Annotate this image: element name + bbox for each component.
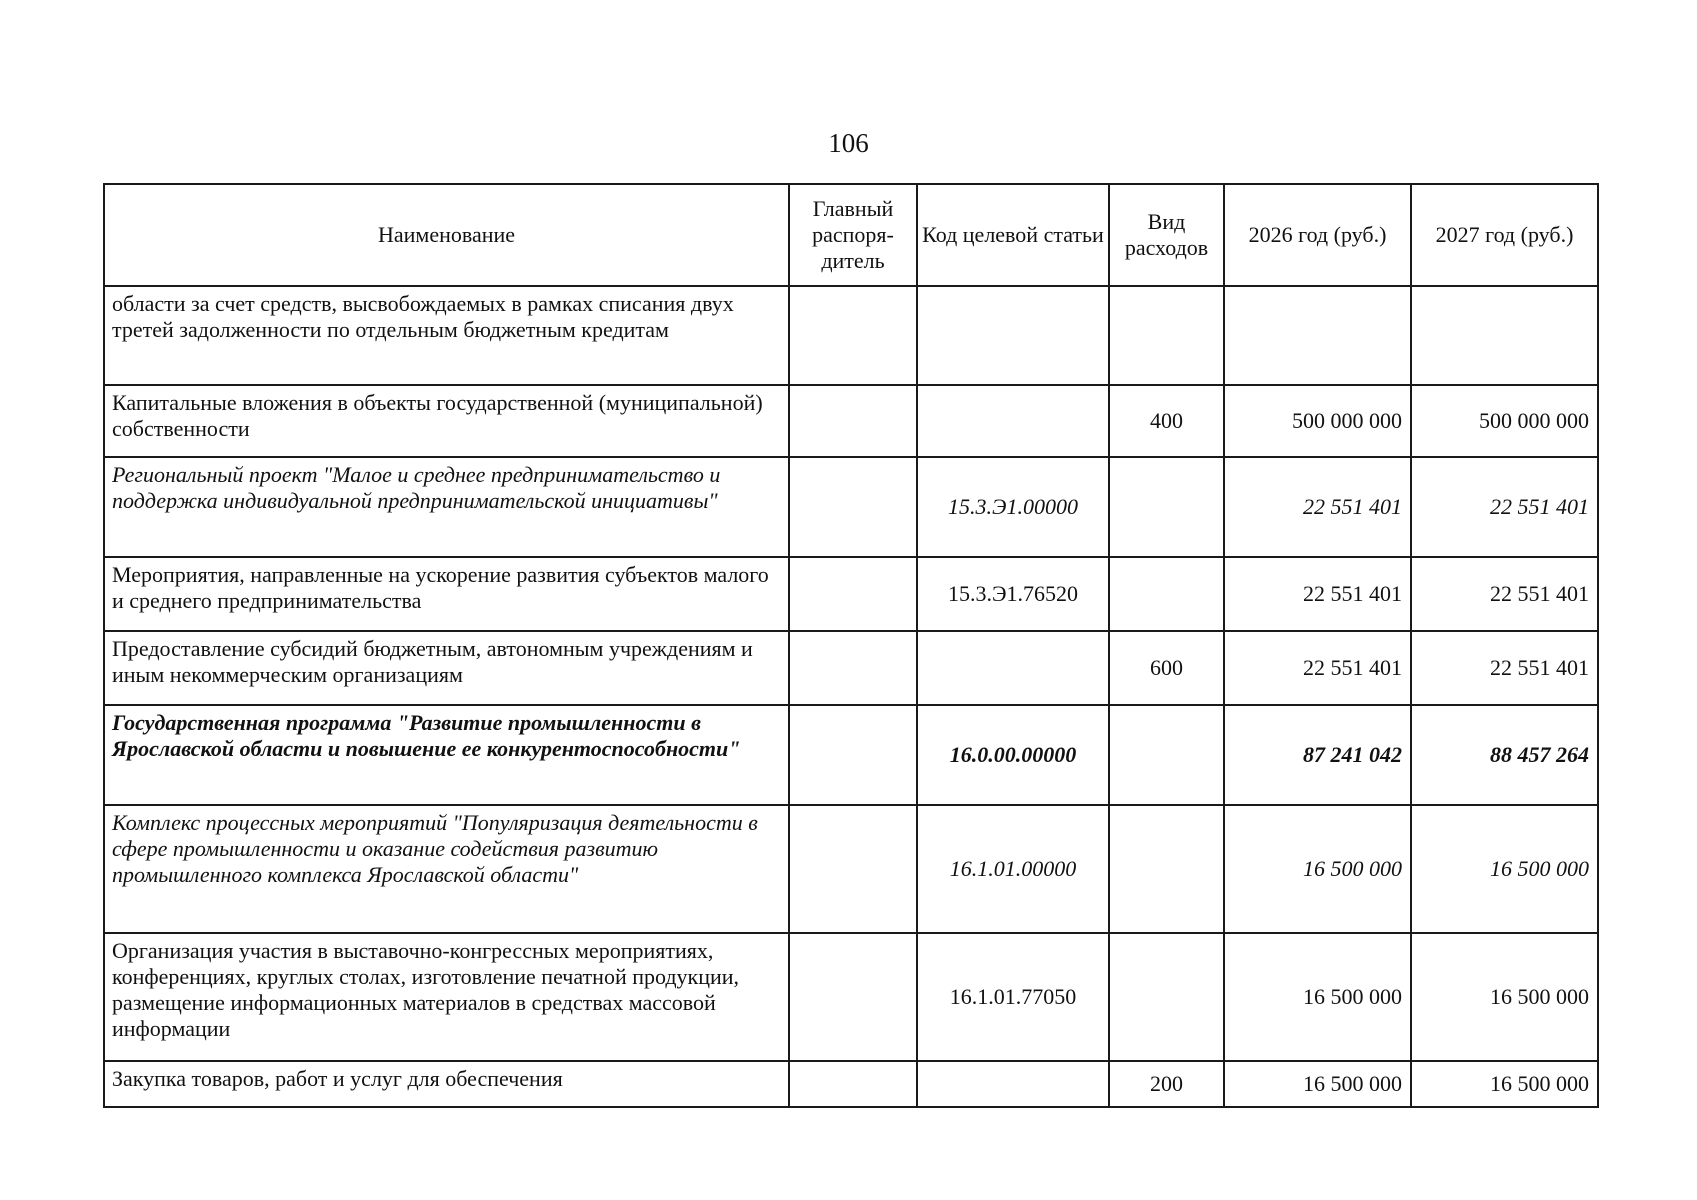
row-2026: 87 241 042 xyxy=(1224,705,1411,805)
row-2026 xyxy=(1224,286,1411,385)
row-code xyxy=(917,286,1109,385)
table-row xyxy=(104,1061,1598,1107)
row-code: 16.1.01.00000 xyxy=(917,805,1109,933)
row-kind xyxy=(1109,933,1224,1061)
table-row xyxy=(104,805,1598,933)
row-code xyxy=(917,1061,1109,1107)
table-header-row xyxy=(104,184,1598,286)
row-code: 15.3.Э1.76520 xyxy=(917,557,1109,631)
table-row xyxy=(104,457,1598,557)
table-row xyxy=(104,286,1598,385)
row-manager xyxy=(789,1061,917,1107)
row-kind: 400 xyxy=(1109,385,1224,457)
row-2027: 88 457 264 xyxy=(1411,705,1598,805)
row-2027: 22 551 401 xyxy=(1411,457,1598,557)
row-manager xyxy=(789,385,917,457)
row-code: 16.0.00.00000 xyxy=(917,705,1109,805)
table-row xyxy=(104,385,1598,457)
table-row xyxy=(104,933,1598,1061)
row-2027: 16 500 000 xyxy=(1411,805,1598,933)
row-kind: 200 xyxy=(1109,1061,1224,1107)
row-code xyxy=(917,385,1109,457)
row-2026: 22 551 401 xyxy=(1224,557,1411,631)
table-row xyxy=(104,631,1598,705)
row-manager xyxy=(789,286,917,385)
row-2026: 16 500 000 xyxy=(1224,1061,1411,1107)
row-code xyxy=(917,631,1109,705)
table-row xyxy=(104,705,1598,805)
header-code: Код целевой статьи xyxy=(917,184,1109,286)
row-manager xyxy=(789,933,917,1061)
row-2027: 16 500 000 xyxy=(1411,933,1598,1061)
row-manager xyxy=(789,557,917,631)
header-2026: 2026 год (руб.) xyxy=(1224,184,1411,286)
row-name: Закупка товаров, работ и услуг для обеспечения xyxy=(104,1061,789,1107)
row-manager xyxy=(789,631,917,705)
row-name: Государственная программа "Развитие промышленности в Ярославской области и повышение ее конкурентоспособности" xyxy=(104,705,789,805)
row-kind xyxy=(1109,705,1224,805)
row-kind xyxy=(1109,557,1224,631)
row-kind xyxy=(1109,457,1224,557)
row-2027: 500 000 000 xyxy=(1411,385,1598,457)
row-2026: 22 551 401 xyxy=(1224,457,1411,557)
row-kind: 600 xyxy=(1109,631,1224,705)
row-2026: 16 500 000 xyxy=(1224,805,1411,933)
table-row xyxy=(104,557,1598,631)
row-code: 15.3.Э1.00000 xyxy=(917,457,1109,557)
row-manager xyxy=(789,805,917,933)
row-2027: 16 500 000 xyxy=(1411,1061,1598,1107)
row-2027: 22 551 401 xyxy=(1411,631,1598,705)
row-name: Региональный проект "Малое и среднее предпринимательство и поддержка индивидуальной предпринимательской инициативы" xyxy=(104,457,789,557)
row-manager xyxy=(789,457,917,557)
row-name: Капитальные вложения в объекты государственной (муниципальной) собственности xyxy=(104,385,789,457)
header-2027: 2027 год (руб.) xyxy=(1411,184,1598,286)
row-name: Организация участия в выставочно-конгрессных мероприятиях, конференциях, круглых столах, изготовление печатной продукции, размещение информационных материалов в средствах массовой информации xyxy=(104,933,789,1061)
row-kind xyxy=(1109,286,1224,385)
header-kind: Вид расходов xyxy=(1109,184,1224,286)
page-number: 106 xyxy=(828,128,869,158)
budget-table xyxy=(103,183,1599,1108)
row-manager xyxy=(789,705,917,805)
header-name: Наименование xyxy=(104,184,789,286)
row-2027 xyxy=(1411,286,1598,385)
row-kind xyxy=(1109,805,1224,933)
row-2027: 22 551 401 xyxy=(1411,557,1598,631)
row-name: Предоставление субсидий бюджетным, автономным учреждениям и иным некоммерческим организациям xyxy=(104,631,789,705)
row-2026: 22 551 401 xyxy=(1224,631,1411,705)
header-manager: Главный распоря-дитель xyxy=(789,184,917,286)
row-2026: 16 500 000 xyxy=(1224,933,1411,1061)
row-name: Мероприятия, направленные на ускорение развития субъектов малого и среднего предпринимательства xyxy=(104,557,789,631)
row-2026: 500 000 000 xyxy=(1224,385,1411,457)
row-name: области за счет средств, высвобождаемых в рамках списания двух третей задолженности по отдельным бюджетным кредитам xyxy=(104,286,789,385)
row-code: 16.1.01.77050 xyxy=(917,933,1109,1061)
row-name: Комплекс процессных мероприятий "Популяризация деятельности в сфере промышленности и оказание содействия развитию промышленного комплекса Ярославской области" xyxy=(104,805,789,933)
